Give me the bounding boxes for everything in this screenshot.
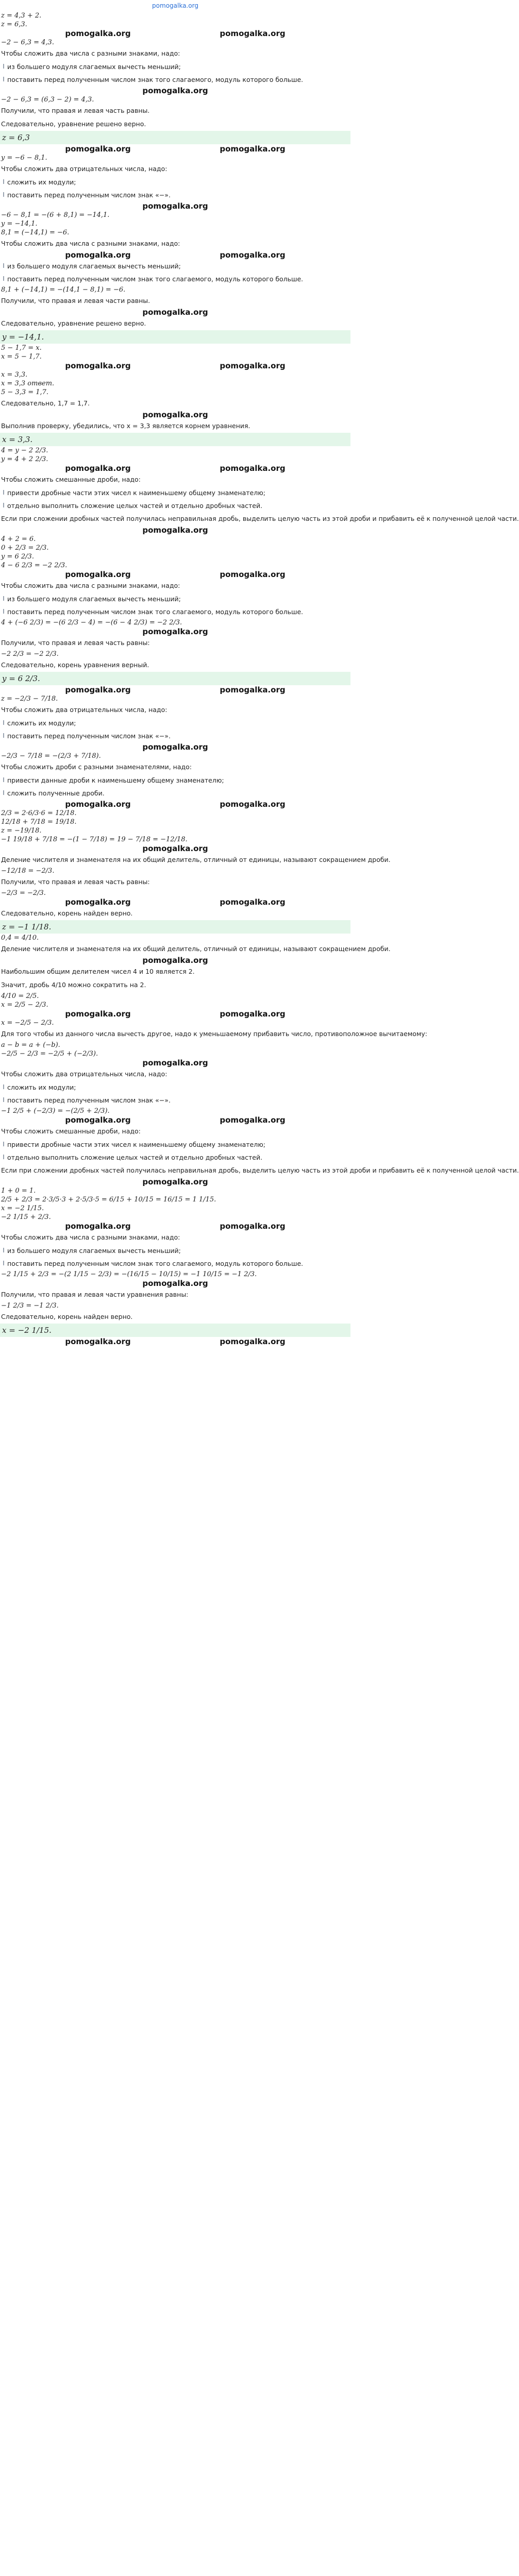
text-paragraph: Следовательно, 1,7 = 1,7.	[1, 399, 90, 407]
answer-highlight: z = −1 1/18.	[0, 920, 350, 934]
math-line: −1 19/18 + 7/18 = −(1 − 7/18) = 19 − 7/18 = −12/18.	[1, 836, 188, 843]
watermark-text: pomogalka.org	[220, 29, 286, 38]
watermark-text: pomogalka.org	[220, 464, 286, 473]
math-line: −12/18 = −2/3.	[1, 867, 55, 875]
watermark-text: pomogalka.org	[65, 570, 131, 579]
watermark-row	[0, 1009, 350, 1019]
watermark-text: pomogalka.org	[142, 308, 208, 317]
math-line: 8,1 = (−14,1) = −6.	[1, 229, 70, 236]
bullet-item: сложить их модули;	[0, 176, 350, 189]
math-line: 12/18 + 7/18 = 19/18.	[1, 818, 77, 826]
math-line: y = −6 − 8,1.	[1, 154, 47, 162]
bullet-item: привести дробные части этих чисел к наименьшему общему знаменателю;	[0, 486, 350, 499]
watermark-row	[0, 361, 350, 370]
math-line: z = 6,3.	[1, 21, 27, 28]
math-line: z = −2/3 − 7/18.	[1, 695, 58, 703]
text-paragraph: Чтобы сложить смешанные дроби, надо:	[1, 1127, 141, 1135]
text-paragraph: Получили, что правая и левая часть равны:	[1, 639, 150, 647]
bullet-item: поставить перед полученным числом знак того слагаемого, модуль которого больше.	[0, 1257, 350, 1270]
bullet-item: сложить полученные дроби.	[0, 787, 350, 800]
text-paragraph: Получили, что правая и левая часть равны:	[1, 878, 150, 886]
watermark-row	[0, 526, 350, 535]
text-paragraph: Чтобы сложить два отрицательных числа, надо:	[1, 1070, 168, 1078]
math-line: −2/3 = −2/3.	[1, 889, 46, 897]
math-line: 4 = y − 2 2/3.	[1, 447, 48, 454]
math-line: −2 2/3 = −2 2/3.	[1, 650, 59, 658]
bullet-item: поставить перед полученным числом знак того слагаемого, модуль которого больше.	[0, 605, 350, 618]
watermark-row	[0, 1115, 350, 1125]
math-line: −2 − 6,3 = (6,3 − 2) = 4,3.	[1, 96, 94, 104]
watermark-text: pomogalka.org	[220, 685, 286, 694]
watermark-row	[0, 1337, 350, 1346]
math-line: 2/3 = 2·6/3·6 = 12/18.	[1, 809, 77, 817]
site-header[interactable]	[0, 0, 350, 11]
watermark-text: pomogalka.org	[142, 1279, 208, 1288]
watermark-text: pomogalka.org	[142, 1058, 208, 1067]
watermark-text: pomogalka.org	[65, 1115, 131, 1125]
math-line: 5 − 3,3 = 1,7.	[1, 388, 49, 396]
text-paragraph: Получили, что правая и левая части уравнения равны:	[1, 1291, 189, 1298]
math-line: 4 + (−6 2/3) = −(6 2/3 − 4) = −(6 − 4 2/3) = −2 2/3.	[1, 619, 182, 626]
watermark-text: pomogalka.org	[65, 144, 131, 154]
watermark-row	[0, 410, 350, 419]
text-paragraph: Чтобы сложить два числа с разными знаками, надо:	[1, 240, 180, 247]
math-line: 4 + 2 = 6.	[1, 535, 36, 543]
math-line: 5 − 1,7 = x.	[1, 344, 42, 352]
watermark-text: pomogalka.org	[65, 29, 131, 38]
watermark-row	[0, 844, 350, 853]
watermark-row	[0, 800, 350, 809]
watermark-text: pomogalka.org	[65, 250, 131, 260]
watermark-text: pomogalka.org	[220, 1337, 286, 1346]
watermark-text: pomogalka.org	[142, 956, 208, 965]
text-paragraph: Следовательно, корень найден верно.	[1, 909, 133, 917]
watermark-text: pomogalka.org	[220, 144, 286, 154]
watermark-text: pomogalka.org	[65, 800, 131, 809]
math-line: y = 4 + 2 2/3.	[1, 455, 48, 463]
math-line: −2 1/15 + 2/3 = −(2 1/15 − 2/3) = −(16/15 − 10/15) = −1 10/15 = −1 2/3.	[1, 1270, 257, 1278]
math-line: x = 2/5 − 2/3.	[1, 1001, 48, 1009]
watermark-text: pomogalka.org	[220, 570, 286, 579]
text-paragraph: Если при сложении дробных частей получилась неправильная дробь, выделить целую часть из этой дроби и прибавить её к полученной целой части.	[1, 1166, 519, 1174]
watermark-text: pomogalka.org	[142, 627, 208, 636]
watermark-text: pomogalka.org	[142, 410, 208, 419]
watermark-text: pomogalka.org	[65, 361, 131, 370]
bullet-item: привести данные дроби к наименьшему общему знаменателю;	[0, 774, 350, 787]
watermark-text: pomogalka.org	[65, 464, 131, 473]
watermark-text: pomogalka.org	[220, 1222, 286, 1231]
text-paragraph: Чтобы сложить смешанные дроби, надо:	[1, 476, 141, 483]
math-line: −1 2/5 + (−2/3) = −(2/5 + 2/3).	[1, 1107, 110, 1115]
text-paragraph: Наибольшим общим делителем чисел 4 и 10 является 2.	[1, 968, 195, 975]
math-line: 1 + 0 = 1.	[1, 1187, 36, 1195]
math-line: −2 − 6,3 = 4,3.	[1, 39, 54, 46]
watermark-text: pomogalka.org	[65, 1009, 131, 1019]
watermark-text: pomogalka.org	[220, 897, 286, 907]
watermark-row	[0, 1177, 350, 1187]
bullet-item: поставить перед полученным числом знак того слагаемого, модуль которого больше.	[0, 73, 350, 86]
math-line: −1 2/3 = −1 2/3.	[1, 1302, 59, 1310]
math-line: x = 5 − 1,7.	[1, 353, 42, 361]
watermark-row	[0, 29, 350, 38]
bullet-item: сложить их модули;	[0, 1081, 350, 1094]
watermark-text: pomogalka.org	[65, 1337, 131, 1346]
watermark-text: pomogalka.org	[220, 1009, 286, 1019]
watermark-row	[0, 86, 350, 95]
watermark-text: pomogalka.org	[65, 1222, 131, 1231]
math-line: z = 4,3 + 2.	[1, 12, 42, 20]
watermark-text: pomogalka.org	[142, 844, 208, 853]
solution-content	[0, 11, 519, 1346]
watermark-text: pomogalka.org	[142, 1177, 208, 1187]
watermark-text: pomogalka.org	[65, 685, 131, 694]
text-paragraph: Следовательно, корень уравнения верный.	[1, 661, 149, 669]
text-paragraph: Деление числителя и знаменателя на их общий делитель, отличный от единицы, называют сокращением дроби.	[1, 856, 391, 863]
math-line: 4 − 6 2/3 = −2 2/3.	[1, 562, 68, 569]
watermark-row	[0, 144, 350, 154]
math-line: −2/3 − 7/18 = −(2/3 + 7/18).	[1, 752, 101, 760]
answer-highlight: y = −14,1.	[0, 330, 350, 344]
bullet-item: из большего модуля слагаемых вычесть меньший;	[0, 592, 350, 605]
watermark-row	[0, 250, 350, 260]
watermark-row	[0, 308, 350, 317]
answer-highlight: y = 6 2/3.	[0, 672, 350, 685]
bullet-item: поставить перед полученным числом знак «−».	[0, 730, 350, 742]
watermark-row	[0, 685, 350, 694]
bullet-item: из большего модуля слагаемых вычесть меньший;	[0, 260, 350, 273]
math-line: 8,1 + (−14,1) = −(14,1 − 8,1) = −6.	[1, 286, 126, 294]
watermark-row	[0, 897, 350, 907]
math-line: x = −2 1/15.	[1, 1205, 44, 1212]
answer-highlight: x = 3,3.	[0, 433, 350, 446]
watermark-row	[0, 570, 350, 579]
math-line: y = −14,1.	[1, 220, 38, 228]
watermark-row	[0, 742, 350, 752]
text-paragraph: Чтобы сложить дроби с разными знаменателями, надо:	[1, 763, 192, 771]
text-paragraph: Если при сложении дробных частей получилась неправильная дробь, выделить целую часть из этой дроби и прибавить её к полученной целой части.	[1, 515, 519, 522]
math-line: −2/5 − 2/3 = −2/5 + (−2/3).	[1, 1050, 98, 1058]
text-paragraph: Выполнив проверку, убедились, что x = 3,3 является корнем уравнения.	[1, 422, 250, 430]
watermark-row	[0, 1058, 350, 1067]
watermark-row	[0, 201, 350, 211]
text-paragraph: Следовательно, уравнение решено верно.	[1, 319, 146, 327]
math-line: −6 − 8,1 = −(6 + 8,1) = −14,1.	[1, 211, 110, 219]
bullet-item: поставить перед полученным числом знак того слагаемого, модуль которого больше.	[0, 273, 350, 285]
text-paragraph: Получили, что правая и левая часть равны.	[1, 107, 150, 114]
watermark-text: pomogalka.org	[220, 361, 286, 370]
watermark-text: pomogalka.org	[65, 897, 131, 907]
bullet-item: из большего модуля слагаемых вычесть меньший;	[0, 1244, 350, 1257]
text-paragraph: Деление числителя и знаменателя на их общий делитель, отличный от единицы, называют сокращением дроби.	[1, 945, 391, 953]
watermark-row	[0, 1222, 350, 1231]
bullet-item: привести дробные части этих чисел к наименьшему общему знаменателю;	[0, 1138, 350, 1151]
site-title[interactable]: pomogalka.org	[152, 2, 198, 9]
math-line: −2 1/15 + 2/3.	[1, 1213, 51, 1221]
watermark-row	[0, 1279, 350, 1288]
math-line: 0,4 = 4/10.	[1, 934, 39, 942]
watermark-row	[0, 627, 350, 636]
answer-highlight: x = −2 1/15.	[0, 1324, 350, 1337]
text-paragraph: Значит, дробь 4/10 можно сократить на 2.	[1, 981, 146, 989]
math-line: z = −19/18.	[1, 827, 42, 835]
answer-highlight: z = 6,3	[0, 131, 350, 144]
watermark-text: pomogalka.org	[142, 742, 208, 752]
bullet-item: отдельно выполнить сложение целых частей и отдельно дробных частей.	[0, 499, 350, 512]
bullet-item: поставить перед полученным числом знак «−».	[0, 189, 350, 201]
text-paragraph: Для того чтобы из данного числа вычесть другое, надо к уменьшаемому прибавить число, противоположное вычитаемому:	[1, 1030, 427, 1038]
math-line: x = 3,3.	[1, 371, 28, 379]
text-paragraph: Чтобы сложить два числа с разными знаками, надо:	[1, 1233, 180, 1241]
text-paragraph: Чтобы сложить два числа с разными знаками, надо:	[1, 582, 180, 589]
math-line: y = 6 2/3.	[1, 553, 34, 561]
math-line: x = −2/5 − 2/3.	[1, 1019, 54, 1027]
watermark-text: pomogalka.org	[220, 800, 286, 809]
watermark-text: pomogalka.org	[220, 1115, 286, 1125]
text-paragraph: Чтобы сложить два отрицательных числа, надо:	[1, 706, 168, 714]
math-line: 0 + 2/3 = 2/3.	[1, 544, 49, 552]
text-paragraph: Следовательно, корень найден верно.	[1, 1313, 133, 1320]
bullet-item: сложить их модули;	[0, 717, 350, 730]
math-line: 4/10 = 2/5.	[1, 992, 39, 1000]
watermark-text: pomogalka.org	[142, 201, 208, 211]
watermark-text: pomogalka.org	[220, 250, 286, 260]
math-line: 2/5 + 2/3 = 2·3/5·3 + 2·5/3·5 = 6/15 + 10/15 = 16/15 = 1 1/15.	[1, 1196, 216, 1204]
bullet-item: отдельно выполнить сложение целых частей и отдельно дробных частей.	[0, 1151, 350, 1164]
text-paragraph: Следовательно, уравнение решено верно.	[1, 120, 146, 128]
watermark-row	[0, 956, 350, 965]
bullet-item: поставить перед полученным числом знак «−».	[0, 1094, 350, 1107]
watermark-text: pomogalka.org	[142, 86, 208, 95]
math-line: x = 3,3 ответ.	[1, 380, 55, 387]
bullet-item: из большего модуля слагаемых вычесть меньший;	[0, 60, 350, 73]
text-paragraph: Чтобы сложить два отрицательных числа, надо:	[1, 165, 168, 173]
watermark-text: pomogalka.org	[142, 526, 208, 535]
watermark-row	[0, 464, 350, 473]
text-paragraph: Получили, что правая и левая части равны.	[1, 297, 150, 304]
text-paragraph: Чтобы сложить два числа с разными знаками, надо:	[1, 49, 180, 57]
math-line: a − b = a + (−b).	[1, 1041, 60, 1049]
